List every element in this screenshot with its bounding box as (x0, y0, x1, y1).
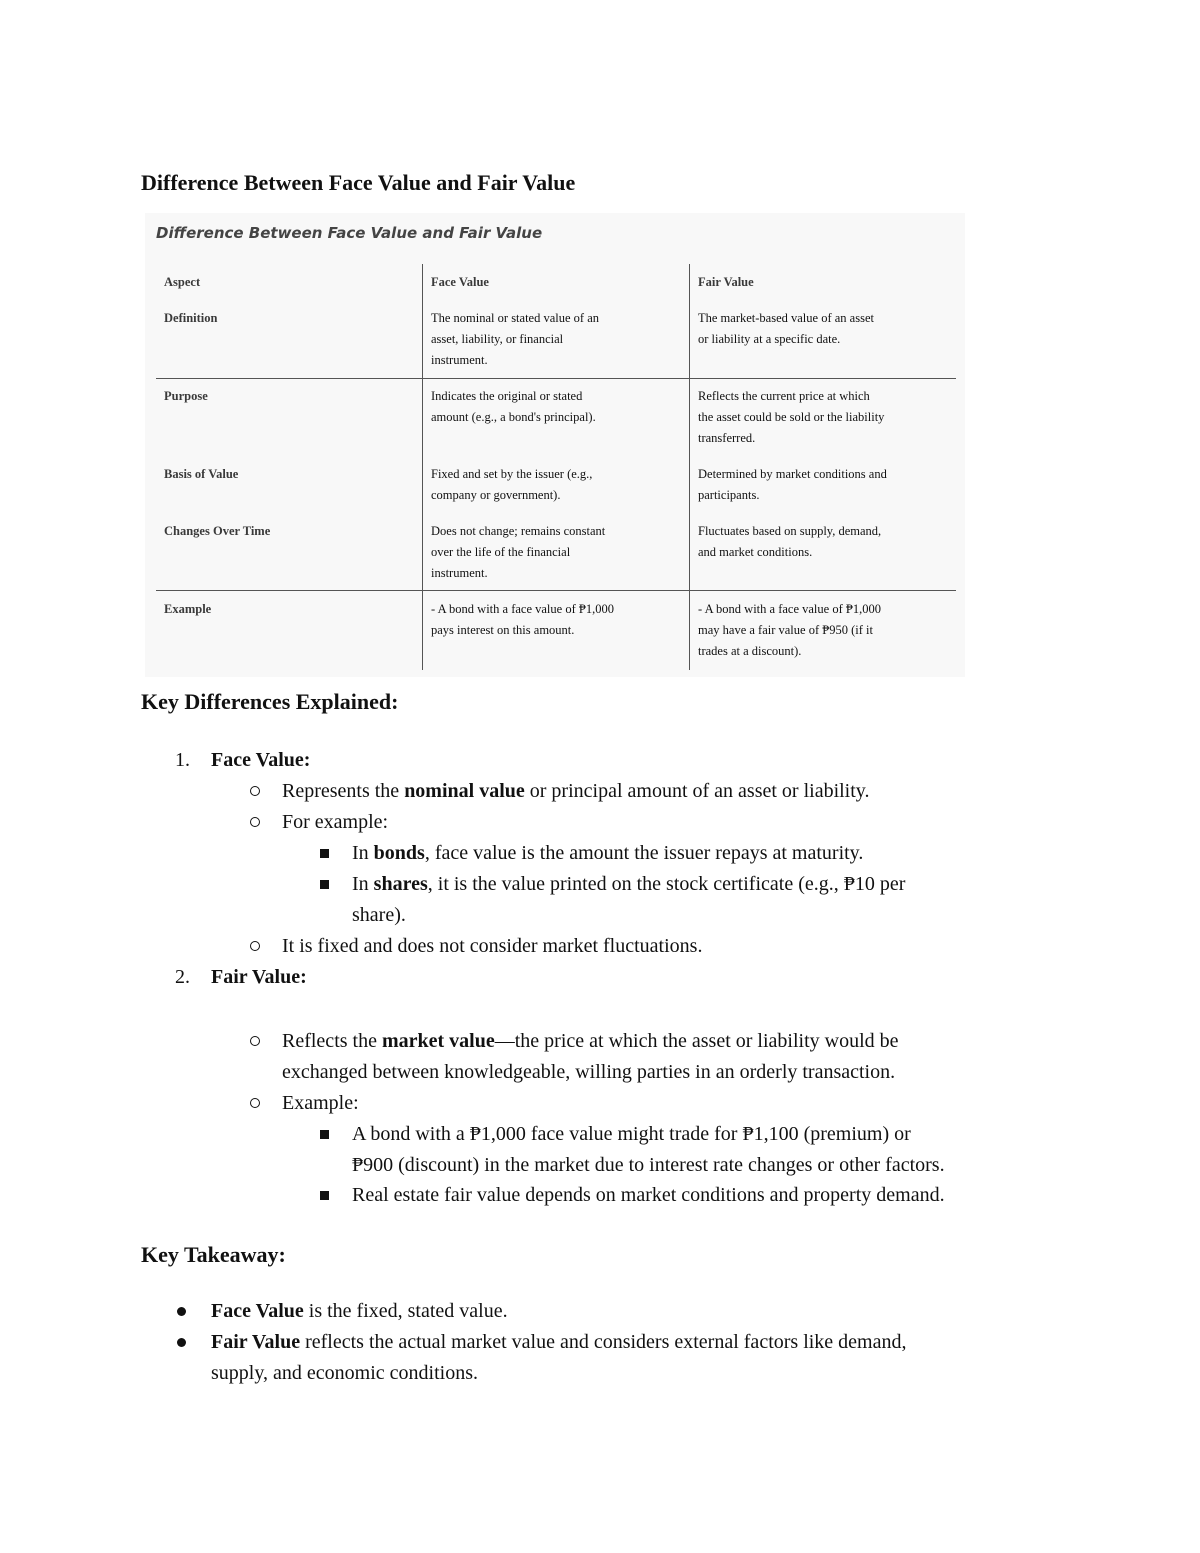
list-item: Represents the nominal value or principal amount of an asset or liability. (282, 780, 870, 802)
table-cell-aspect: Basis of Value (164, 467, 239, 481)
header-face-value: Face Value (431, 275, 489, 289)
table-cell-aspect: Example (164, 602, 212, 616)
table-cell-fair: The market-based value of an asset or liability at a specific date. (698, 311, 874, 346)
list-number: 2. (175, 966, 190, 988)
list-item: In bonds, face value is the amount the issuer repays at maturity. (352, 842, 864, 864)
list-item: Fair Value reflects the actual market value and considers external factors like demand, (211, 1331, 907, 1353)
list-item: In shares, it is the value printed on the stock certificate (e.g., ₱10 per (352, 873, 906, 895)
table-cell-face: The nominal or stated value of an asset, liability, or financial instrument. (431, 311, 599, 367)
hollow-bullet-icon (250, 941, 260, 951)
list-item: A bond with a ₱1,000 face value might trade for ₱1,100 (premium) or (352, 1123, 911, 1145)
square-bullet-icon (320, 849, 329, 858)
table-cell-face: Fixed and set by the issuer (e.g., company or government). (431, 467, 593, 502)
list-item: For example: (282, 811, 389, 833)
list-item-continuation: exchanged between knowledgeable, willing parties in an orderly transaction. (282, 1061, 896, 1083)
square-bullet-icon (320, 880, 329, 889)
list-number: 1. (175, 749, 190, 771)
table-cell-aspect: Purpose (164, 389, 208, 403)
table-cell-fair: Fluctuates based on supply, demand, and market conditions. (698, 524, 882, 559)
hollow-bullet-icon (250, 1098, 260, 1108)
square-bullet-icon (320, 1130, 329, 1139)
table-cell-face: - A bond with a face value of ₱1,000 pays interest on this amount. (431, 602, 614, 637)
table-cell-aspect: Definition (164, 311, 218, 325)
table-cell-face: Does not change; remains constant over the life of the financial instrument. (431, 524, 606, 580)
page-title: Difference Between Face Value and Fair Value (141, 170, 576, 195)
list-item-continuation: share). (352, 904, 406, 926)
list-item-continuation: supply, and economic conditions. (211, 1362, 478, 1384)
table-row-divider (156, 590, 956, 591)
table-cell-fair: - A bond with a face value of ₱1,000 may have a fair value of ₱950 (if it trades at a discount). (698, 602, 881, 658)
disc-bullet-icon (177, 1338, 186, 1347)
fair-value-label: Fair Value: (211, 966, 307, 988)
list-item: Example: (282, 1092, 359, 1114)
list-item-continuation: ₱900 (discount) in the market due to interest rate changes or other factors. (352, 1154, 945, 1176)
table-column-divider (422, 264, 423, 670)
list-item: Reflects the market value—the price at which the asset or liability would be (282, 1030, 899, 1052)
table-cell-aspect: Changes Over Time (164, 524, 271, 538)
face-value-label: Face Value: (211, 749, 311, 771)
key-takeaway-heading: Key Takeaway: (141, 1242, 286, 1267)
hollow-bullet-icon (250, 786, 260, 796)
hollow-bullet-icon (250, 1036, 260, 1046)
list-item: It is fixed and does not consider market fluctuations. (282, 935, 703, 957)
table-column-divider (689, 264, 690, 670)
list-item: Real estate fair value depends on market conditions and property demand. (352, 1184, 945, 1206)
hollow-bullet-icon (250, 817, 260, 827)
table-cell-fair: Reflects the current price at which the asset could be sold or the liability transferred. (698, 389, 885, 445)
square-bullet-icon (320, 1191, 329, 1200)
header-fair-value: Fair Value (698, 275, 754, 289)
table-cell-face: Indicates the original or stated amount (e.g., a bond's principal). (431, 389, 596, 424)
disc-bullet-icon (177, 1307, 186, 1316)
table-cell-fair: Determined by market conditions and participants. (698, 467, 887, 502)
table-row-divider (156, 378, 956, 379)
list-item: Face Value is the fixed, stated value. (211, 1300, 508, 1322)
table-image-title: Difference Between Face Value and Fair Value (156, 224, 543, 242)
key-differences-heading: Key Differences Explained: (141, 689, 399, 714)
header-aspect: Aspect (164, 275, 201, 289)
